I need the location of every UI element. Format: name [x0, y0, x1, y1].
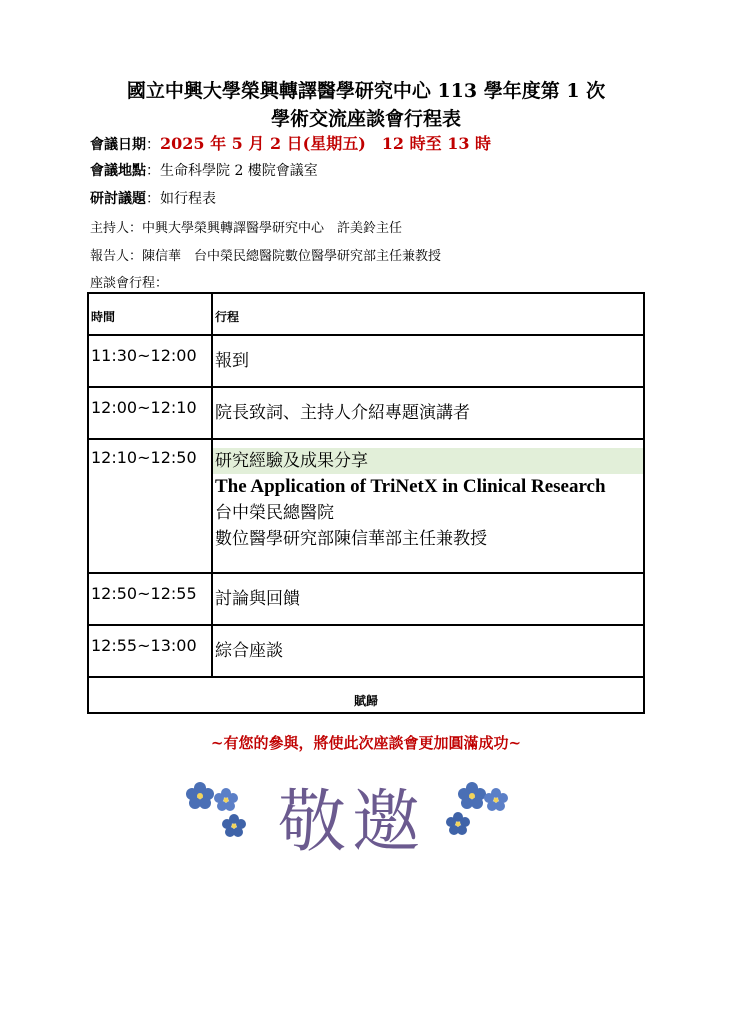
speaker-org: 台中榮民總醫院	[215, 503, 334, 523]
page-subtitle: 學術交流座談會行程表	[270, 108, 461, 130]
schedule-label: 座談會行程	[90, 276, 156, 291]
location-label: 會議地點	[90, 163, 146, 179]
info-location: 會議地點：生命科學院 2 樓院會議室	[90, 163, 318, 179]
info-date: 會議日期：2025 年 5 月 2 日(星期五) 12 時至 13 時	[90, 134, 492, 153]
schedule-table	[87, 292, 645, 714]
row-time: 11:30~12:00	[88, 335, 212, 387]
row-item: 討論與回饋	[212, 573, 644, 625]
host-label: 主持人	[90, 221, 130, 236]
talk-title: The Application of TriNetX in Clinical Research	[215, 476, 606, 497]
host-value: 中興大學榮興轉譯醫學研究中心 許美鈴主任	[142, 221, 403, 236]
row-item: 院長致詞、主持人介紹專題演講者	[212, 387, 644, 439]
table-row	[88, 625, 644, 677]
flower-cluster-left-icon	[186, 778, 246, 842]
header-item: 行程	[212, 293, 644, 335]
speaker-position: 數位醫學研究部陳信華部主任兼教授	[215, 529, 487, 549]
row-time: 12:55~13:00	[88, 625, 212, 677]
table-row	[88, 387, 644, 439]
info-speaker: 報告人：陳信華 台中榮民總醫院數位醫學研究部主任兼教授	[90, 249, 442, 264]
invitation-text: 敬邀	[277, 783, 426, 862]
row-time: 12:00~12:10	[88, 387, 212, 439]
info-schedule: 座談會行程：	[90, 276, 169, 291]
date-label: 會議日期	[90, 137, 146, 153]
row-item: 報到	[212, 335, 644, 387]
row-time: 12:50~12:55	[88, 573, 212, 625]
table-row	[88, 335, 644, 387]
topic-value: 如行程表	[160, 191, 216, 207]
page-title: 國立中興大學榮興轉譯醫學研究中心 113 學年度第 1 次	[126, 80, 606, 102]
closing-message: ~有您的參與，將使此次座談會更加圓滿成功~	[210, 734, 522, 752]
location-value: 生命科學院 2 樓院會議室	[160, 163, 318, 179]
speaker-label: 報告人	[90, 249, 130, 264]
header-time: 時間	[88, 293, 212, 335]
table-row	[88, 439, 644, 573]
schedule-footer-row	[88, 677, 644, 713]
flower-cluster-right-icon	[440, 778, 510, 842]
table-row	[88, 573, 644, 625]
row-item: 研究經驗及成果分享	[213, 448, 643, 474]
topic-label: 研討議題	[90, 191, 146, 207]
schedule-header-row	[88, 293, 644, 335]
footer-text: 賦歸	[88, 677, 644, 713]
row-item-detail	[212, 439, 644, 573]
date-value: 2025 年 5 月 2 日(星期五) 12 時至 13 時	[160, 134, 492, 153]
speaker-value: 陳信華 台中榮民總醫院數位醫學研究部主任兼教授	[142, 249, 442, 264]
info-host: 主持人：中興大學榮興轉譯醫學研究中心 許美鈴主任	[90, 221, 403, 236]
info-topic: 研討議題：如行程表	[90, 191, 216, 207]
row-time: 12:10~12:50	[88, 439, 212, 573]
row-item: 綜合座談	[212, 625, 644, 677]
